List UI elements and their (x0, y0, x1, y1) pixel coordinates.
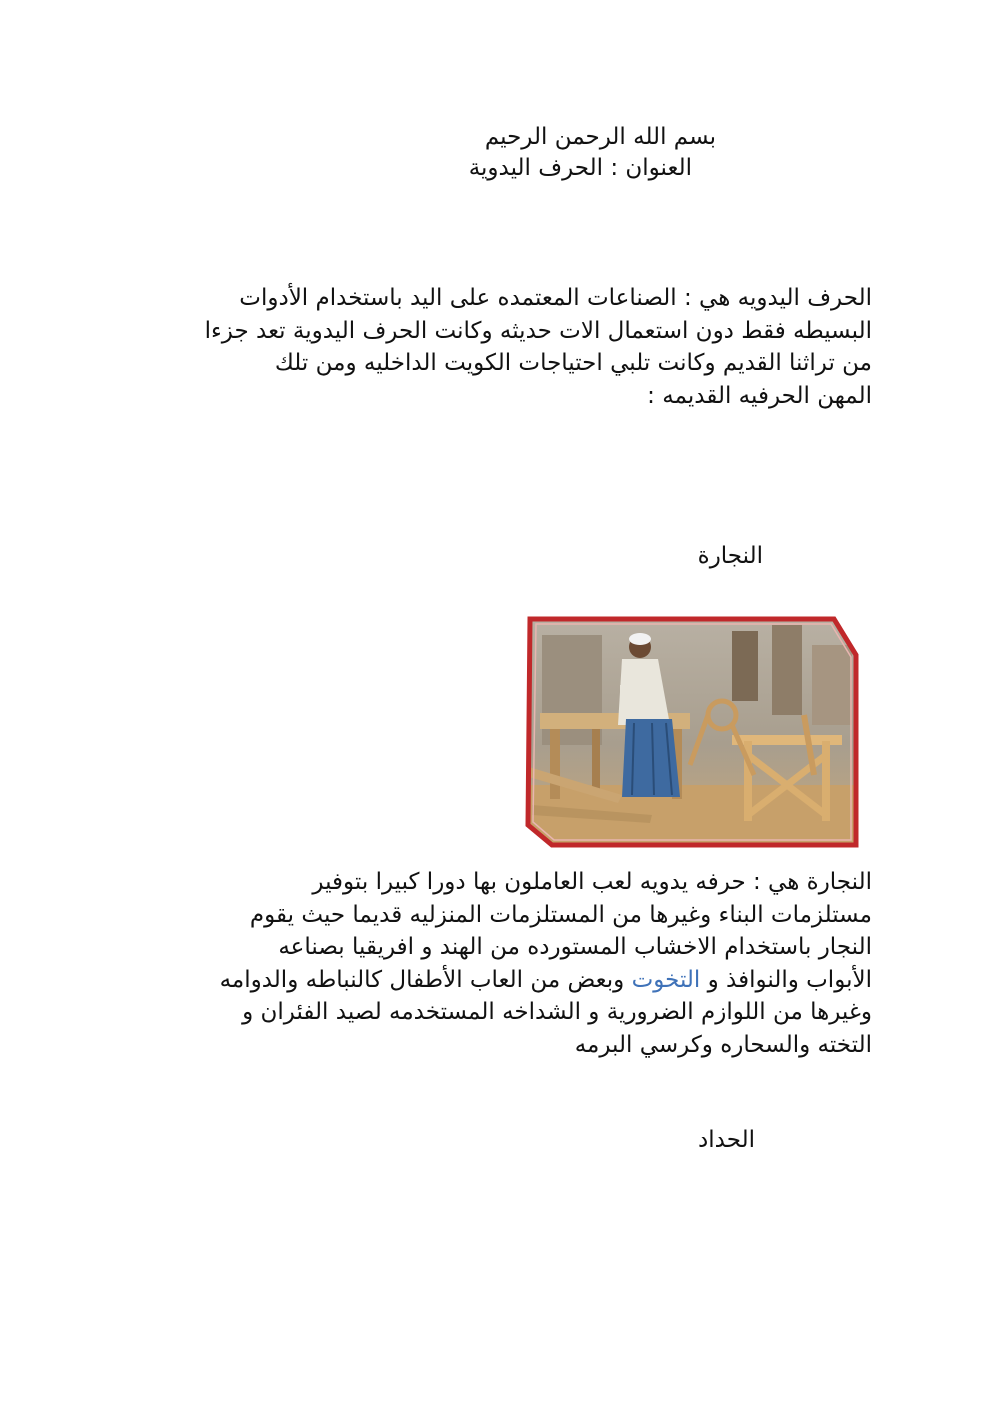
carpentry-line-5: وغيرها من اللوازم الضرورية و الشداخه المستخدمه لصيد الفئران و (242, 999, 872, 1025)
document-header (468, 122, 716, 184)
carpentry-line-3: النجار باستخدام الاخشاب المستورده من الهند و افريقيا بصناعه (278, 934, 872, 960)
intro-line-3: من تراثنا القديم وكانت تلبي احتياجات الكويت الداخليه ومن تلك (274, 350, 872, 376)
carpentry-line-1: النجارة هي : حرفه يدويه لعب العاملون بها دورا كبيرا بتوفير (312, 869, 872, 895)
carpentry-line-4 (220, 964, 872, 997)
carpentry-paragraph (220, 866, 872, 1061)
document-title: العنوان : الحرف اليدوية (468, 155, 692, 181)
intro-line-2: البسيطه فقط دون استعمال الات حديثه وكانت الحرف اليدوية تعد جزءا (204, 317, 872, 344)
blacksmith-heading: الحداد (698, 1127, 755, 1153)
intro-line-1: الحرف اليدويه هي : الصناعات المعتمده على اليد باستخدام الأدوات (239, 285, 872, 311)
carpentry-workshop-image (522, 615, 862, 851)
intro-line-4: المهن الحرفيه القديمه : (647, 382, 872, 409)
carpentry-heading: النجارة (697, 543, 763, 569)
carpentry-line-4-start: الأبواب والنوافذ و (700, 966, 872, 993)
intro-paragraph (205, 282, 872, 412)
takhout-link[interactable]: التخوت (631, 966, 701, 993)
carpentry-photo (522, 615, 862, 851)
carpentry-line-6: التخته والسحاره وكرسي البرمه (574, 1031, 872, 1058)
basmala: بسم الله الرحمن الرحيم (484, 124, 716, 150)
carpentry-line-4-end: وبعض من العاب الأطفال كالنباطه والدوامه (219, 966, 632, 993)
carpentry-line-2: مستلزمات البناء وغيرها من المستلزمات المنزليه قديما حيث يقوم (249, 901, 872, 928)
